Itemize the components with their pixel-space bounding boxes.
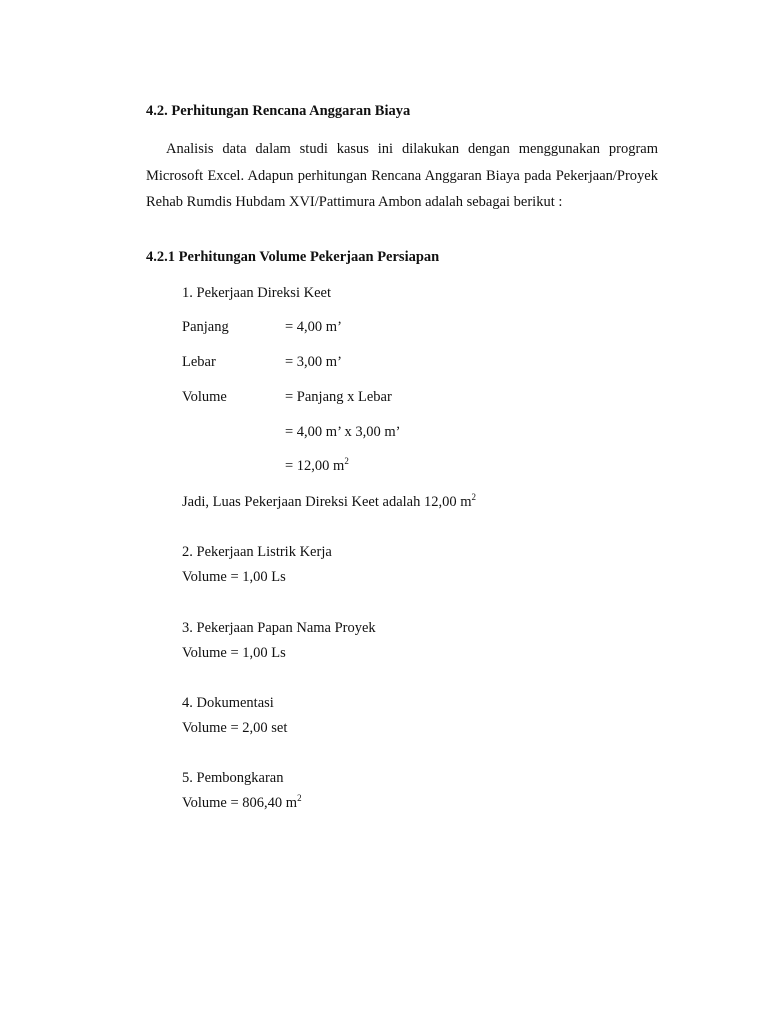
volume-substitution: = 4,00 m’ x 3,00 m’ <box>285 424 401 440</box>
volume-formula: = Panjang x Lebar <box>285 389 392 405</box>
item-1-title: 1. Pekerjaan Direksi Keet <box>182 285 331 301</box>
item-5-volume <box>182 794 302 812</box>
section-heading: 4.2. Perhitungan Rencana Anggaran Biaya <box>146 103 411 119</box>
subsection-heading: 4.2.1 Perhitungan Volume Pekerjaan Persiapan <box>146 249 440 265</box>
volume-result <box>285 457 349 475</box>
item-3-title: 3. Pekerjaan Papan Nama Proyek <box>182 620 376 636</box>
volume-label: Volume <box>182 389 227 405</box>
item-2-volume: Volume = 1,00 Ls <box>182 569 286 585</box>
item-1-conclusion-superscript: 2 <box>471 492 477 503</box>
item-1-conclusion <box>182 493 476 511</box>
item-4-volume: Volume = 2,00 set <box>182 720 288 736</box>
panjang-value: = 4,00 m’ <box>285 319 342 335</box>
panjang-label: Panjang <box>182 319 229 335</box>
item-5-title: 5. Pembongkaran <box>182 770 284 786</box>
item-5-volume-text: Volume = 806,40 m <box>182 795 298 811</box>
volume-result-text: = 12,00 m <box>285 458 345 474</box>
item-2-title: 2. Pekerjaan Listrik Kerja <box>182 544 332 560</box>
item-5-volume-superscript: 2 <box>297 793 302 804</box>
volume-result-superscript: 2 <box>344 456 349 467</box>
item-3-volume: Volume = 1,00 Ls <box>182 645 286 661</box>
item-4-title: 4. Dokumentasi <box>182 695 274 711</box>
lebar-label: Lebar <box>182 354 216 370</box>
intro-paragraph: Analisis data dalam studi kasus ini dilakukan dengan menggunakan program Microsoft Excel. Adapun perhitungan Rencana Anggaran Biaya pada Pekerjaan/Proyek Rehab Rumdis Hubdam XVI/Pattimura Ambon adalah sebagai berikut : <box>146 141 658 210</box>
item-1-conclusion-text: Jadi, Luas Pekerjaan Direksi Keet adalah 12,00 m <box>182 494 472 510</box>
lebar-value: = 3,00 m’ <box>285 354 342 370</box>
